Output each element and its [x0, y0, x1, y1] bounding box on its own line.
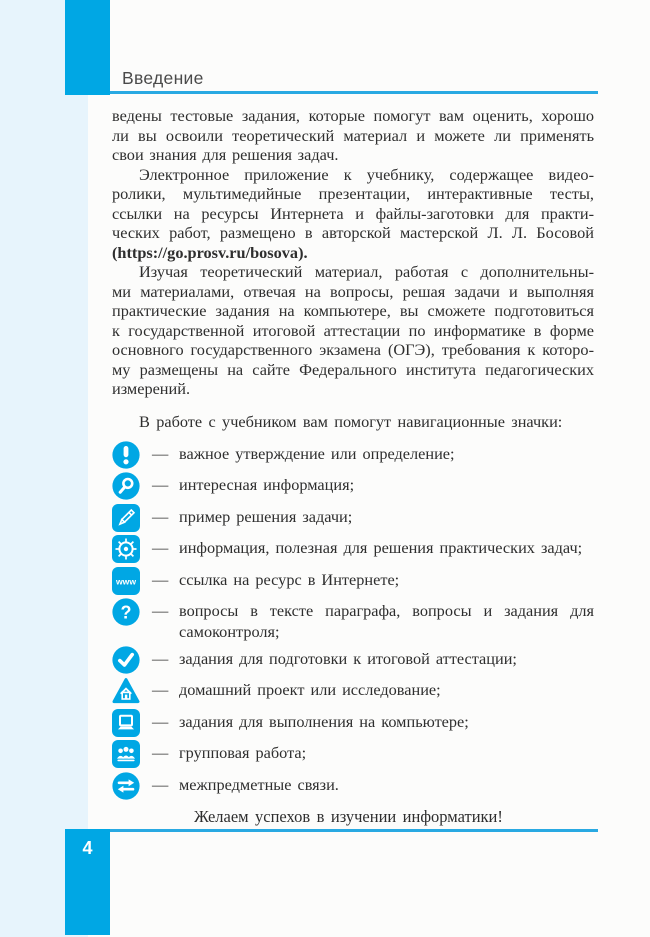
left-margin-strip [0, 0, 88, 937]
page-number: 4 [82, 838, 93, 858]
legend-dash: — [152, 648, 169, 668]
legend-dash: — [152, 569, 169, 589]
exclamation-circle-icon [112, 441, 140, 469]
text-line: ссылки на ресурсы Интернета и файлы-заготовки для практи- [112, 203, 594, 223]
legend-dash: — [152, 680, 169, 699]
text-line: ведены тестовые задания, которые помогут вам оценить, хорошо [112, 106, 594, 125]
text-line: ческих работ, размещено в авторской мастерской Л. Л. Босовой [112, 223, 594, 242]
text-line: Электронное приложение к учебнику, содержащее видео- [139, 164, 594, 184]
text-line: практические задания на компьютере, вы сможете подготовиться [112, 301, 594, 320]
legend-label: ссылка на ресурс в Интернете; [179, 569, 400, 589]
legend-item [112, 646, 594, 674]
legend-dash: — [152, 601, 169, 620]
legend-dash: — [152, 743, 169, 762]
legend-item [112, 535, 594, 563]
www-square-icon [112, 567, 140, 595]
header-accent-block [65, 0, 110, 95]
legend-item [112, 709, 594, 737]
paragraph [112, 106, 594, 165]
legend-item [112, 772, 594, 800]
paragraph [112, 262, 594, 399]
paragraph [112, 165, 594, 263]
legend-item [112, 598, 594, 642]
group-square-icon [112, 740, 140, 768]
legend-label: информация, полезная для решения практических задач; [179, 538, 583, 557]
page-number-block [65, 829, 110, 935]
laptop-square-icon [112, 709, 140, 737]
legend-dash: — [152, 711, 169, 731]
legend-label: интересная информация; [179, 475, 355, 494]
legend-dash: — [152, 475, 169, 494]
magnifier-circle-icon [112, 472, 140, 500]
page-title: Введение [122, 68, 204, 88]
legend-item [112, 567, 594, 595]
legend-dash: — [152, 506, 169, 526]
legend-label: домашний проект или исследование; [179, 680, 441, 699]
text-line: основного государственного экзамена (ОГЭ), требования к которо- [112, 340, 594, 359]
body-text [112, 106, 594, 827]
text-line: Изучая теоретический материал, работая с дополнительны- [139, 262, 594, 281]
legend-label: вопросы в тексте параграфа, вопросы и задания для самоконтроля; [179, 601, 594, 641]
footer-rule [110, 829, 598, 832]
helm-square-icon [112, 535, 140, 563]
legend-item [112, 472, 594, 500]
legend-label: пример решения задачи; [179, 506, 353, 526]
legend-dash: — [152, 774, 169, 794]
legend-item [112, 504, 594, 532]
house-triangle-icon [112, 677, 140, 705]
text-line: к государственной итоговой аттестации по информатике в форме [112, 320, 594, 340]
legend-label: важное утверждение или определение; [179, 443, 455, 463]
text-line: ролики, мультимедийные презентации, интерактивные тесты, [112, 184, 594, 203]
legend-item [112, 740, 594, 768]
url-text-line: (https://go.prosv.ru/bosova). [112, 242, 308, 262]
legend-dash: — [152, 538, 169, 557]
text-line: ли вы освоили теоретический материал и можете ли применять [112, 125, 594, 145]
legend-dash: — [152, 443, 169, 463]
legend-label: групповая работа; [179, 743, 307, 762]
legend-label: задания для выполнения на компьютере; [179, 711, 469, 731]
legend-intro-line: В работе с учебником вам помогут навигационные значки: [139, 411, 563, 431]
svg-text:?: ? [120, 602, 132, 623]
legend-label: межпредметные связи. [179, 774, 339, 794]
pencil-square-icon [112, 504, 140, 532]
svg-text:www: www [115, 576, 137, 586]
text-line: свои знания для решения задач. [112, 145, 339, 164]
closing-wish-line: Желаем успехов в изучении информатики! [194, 806, 503, 826]
icon-legend [112, 441, 594, 800]
legend-item [112, 677, 594, 705]
check-circle-icon [112, 646, 140, 674]
text-line: измерений. [112, 379, 191, 398]
text-line: ми материалами, отвечая на вопросы, решая задачи и выполняя [112, 281, 594, 301]
text-line: му размещены на сайте Федерального института педагогических [112, 359, 594, 379]
header-rule [110, 91, 598, 94]
legend-item [112, 441, 594, 469]
legend-label: задания для подготовки к итоговой аттестации; [179, 648, 517, 668]
question-circle-icon [112, 598, 140, 626]
arrows-circle-icon [112, 772, 140, 800]
